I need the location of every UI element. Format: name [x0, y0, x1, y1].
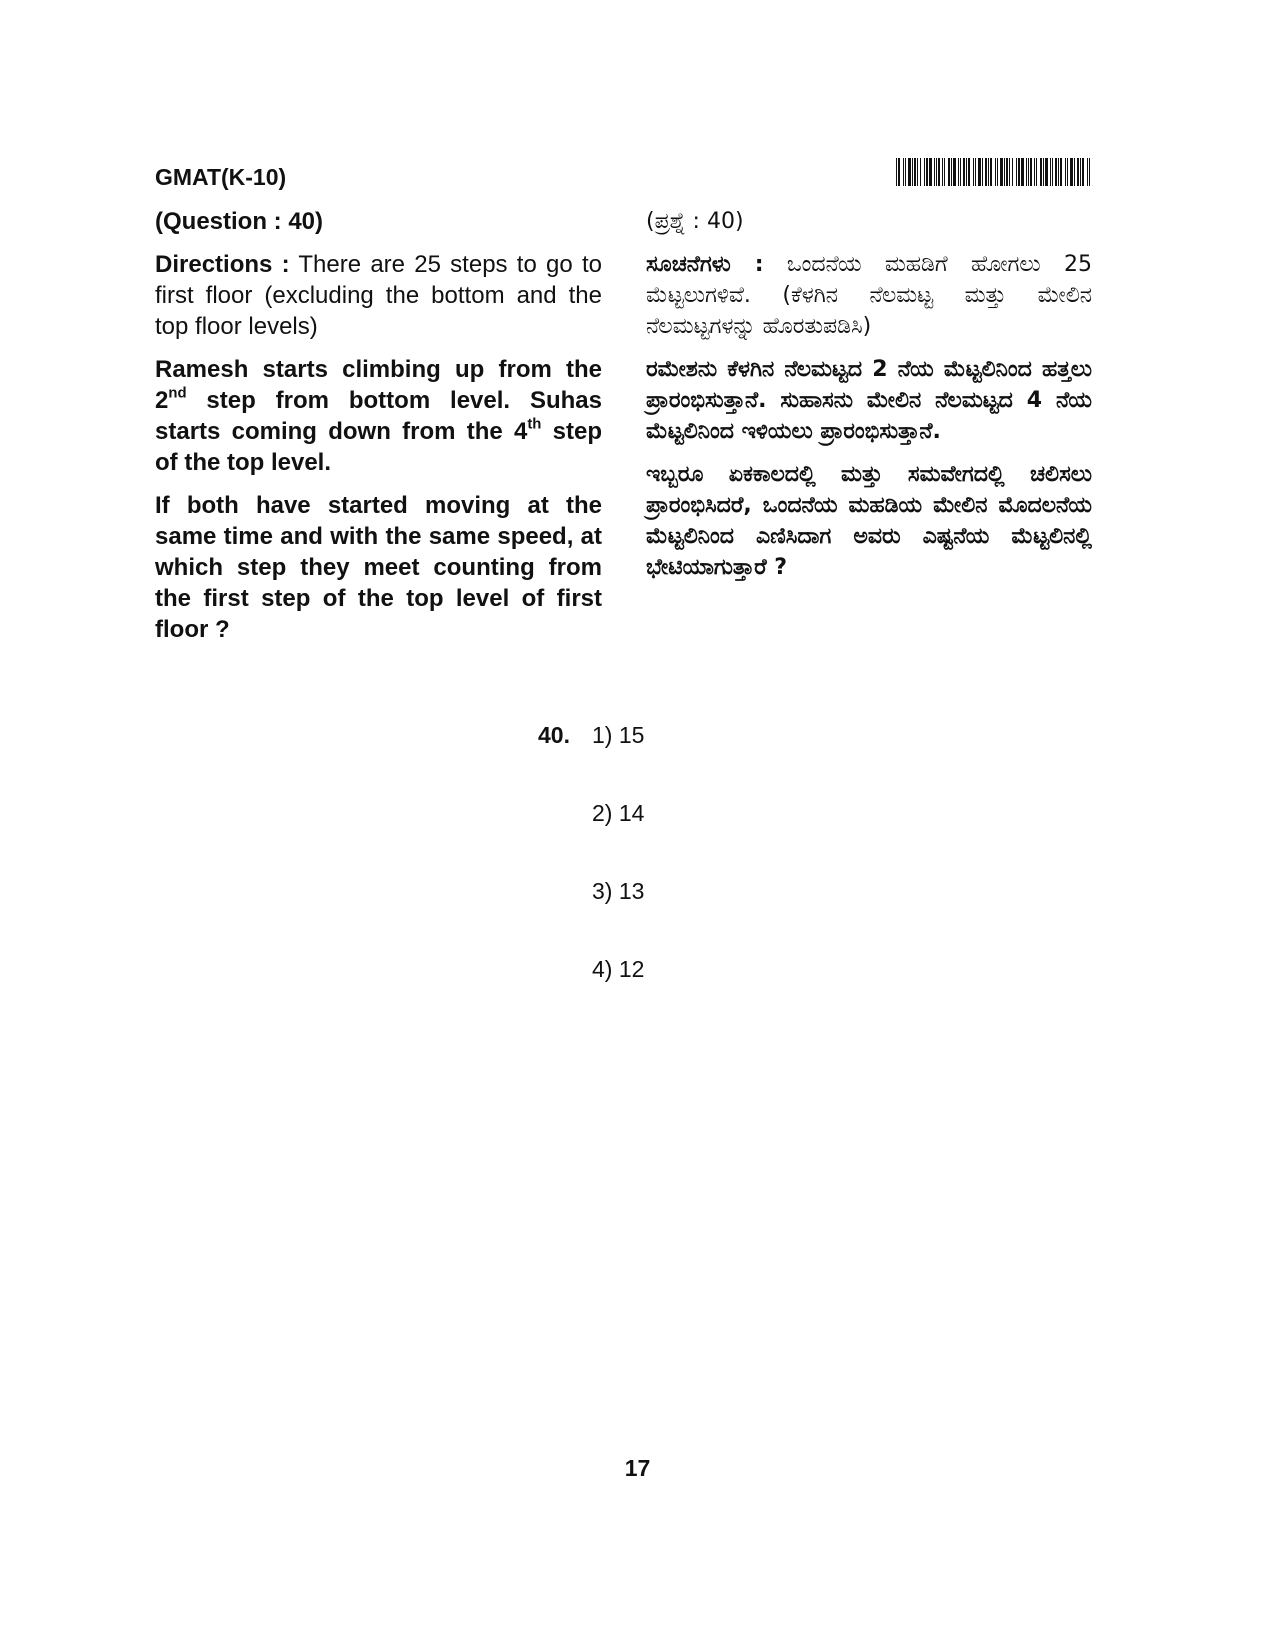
option-4[interactable]: 4) 12 — [592, 956, 645, 982]
kannada-question-label: (ಪ್ರಶ್ನೆ : 40) — [646, 209, 744, 234]
superscript-th: th — [527, 416, 542, 433]
kannada-directions-text: ಒಂದನೆಯ ಮಹಡಿಗೆ ಹೋಗಲು 25 ಮೆಟ್ಟಲುಗಳಿವೆ. (ಕೆಳಗಿನ ನೆಲಮಟ್ಟ ಮತ್ತು ಮೇಲಿನ ನೆಲಮಟ್ಟಗಳನ್ನು ಹೊರತುಪಡಿಸಿ) — [646, 252, 1092, 339]
kannada-ramesh-suhas-paragraph: ರಮೇಶನು ಕೆಳಗಿನ ನೆಲಮಟ್ಟದ 2 ನೆಯ ಮೆಟ್ಟಲಿನಿಂದ ಹತ್ತಲು ಪ್ರಾರಂಭಿಸುತ್ತಾನೆ. ಸುಹಾಸನು ಮೇಲಿನ ನೆಲಮಟ್ಟದ 4 ನೆಯ ಮೆಟ್ಟಲಿನಿಂದ ಇಳಿಯಲು ಪ್ರಾರಂಭಿಸುತ್ತಾನೆ. — [646, 357, 1092, 444]
directions-text: There are 25 steps to go to first floor (excluding the bottom and the top floor levels) — [155, 251, 602, 340]
barcode-icon — [896, 158, 1092, 186]
kannada-directions-label: ಸೂಚನೆಗಳು : — [646, 252, 764, 277]
page-number: 17 — [624, 1455, 651, 1481]
directions-paragraph — [155, 249, 602, 342]
option-2[interactable]: 2) 14 — [592, 800, 645, 826]
option-1[interactable]: 1) 15 — [592, 722, 645, 748]
question-paragraph: If both have started moving at the same time and with the same speed, at which step they meet counting from the first step of the top level of first floor ? — [155, 492, 602, 643]
kannada-column — [646, 206, 1092, 595]
option-3[interactable]: 3) 13 — [592, 878, 645, 904]
para2-part-a: Ramesh starts climbing up from the 2 — [155, 356, 602, 414]
option-question-number: 40. — [538, 722, 570, 748]
directions-label: Directions : — [155, 251, 290, 278]
kannada-question-paragraph: ಇಬ್ಬರೂ ಏಕಕಾಲದಲ್ಲಿ ಮತ್ತು ಸಮವೇಗದಲ್ಲಿ ಚಲಿಸಲು ಪ್ರಾರಂಭಿಸಿದರೆ, ಒಂದನೆಯ ಮಹಡಿಯ ಮೇಲಿನ ಮೊದಲನೆಯ ಮೆಟ್ಟಲಿನಿಂದ ಎಣಿಸಿದಾಗ ಅವರು ಎಷ್ಟನೆಯ ಮೆಟ್ಟಲಿನಲ್ಲಿ ಭೇಟಿಯಾಗುತ್ತಾರೆ ? — [646, 462, 1092, 580]
kannada-directions-paragraph — [646, 249, 1092, 342]
para2-part-b: step from bottom level. Suhas starts coming down from the 4 — [155, 387, 602, 445]
para2-part-c: step of the top level. — [155, 418, 602, 476]
ramesh-suhas-paragraph — [155, 354, 602, 478]
paper-code: GMAT(K-10) — [155, 164, 287, 190]
english-column — [155, 206, 602, 657]
superscript-nd: nd — [168, 385, 187, 402]
question-label: (Question : 40) — [155, 208, 324, 235]
